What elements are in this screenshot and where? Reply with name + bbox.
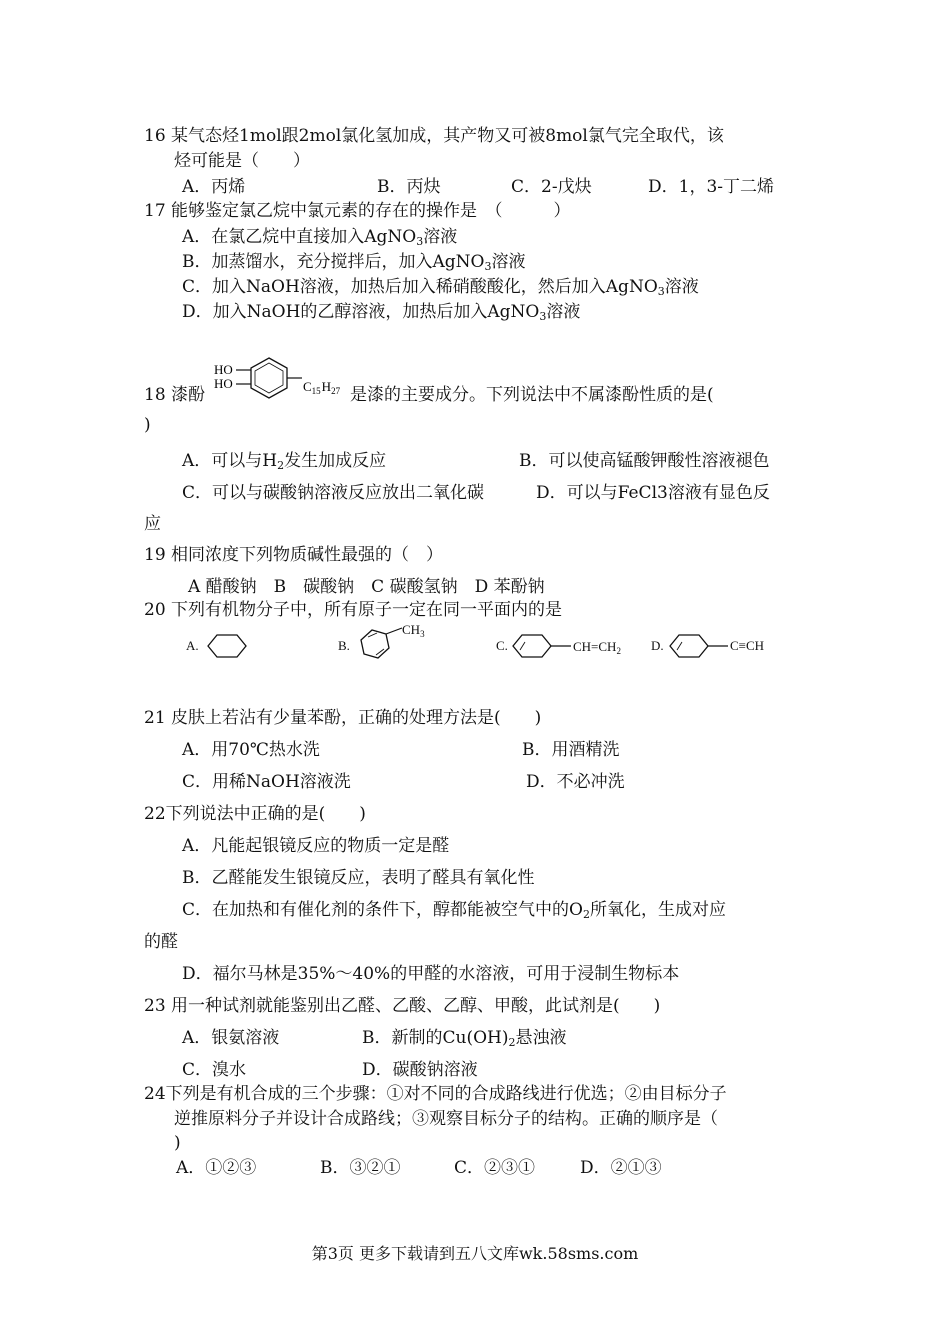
q20-label-c: C. xyxy=(496,638,508,653)
q18-option-d-cont: 应 xyxy=(144,514,161,534)
q16-option-d: D．1，3-丁二烯 xyxy=(648,177,775,197)
q24-option-d: D．②①③ xyxy=(580,1158,662,1178)
q17-option-b: B．加蒸馏水，充分搅拌后，加入AgNO$_3$溶液 xyxy=(182,252,526,273)
q23-option-c: C．溴水 xyxy=(182,1060,247,1080)
page-footer: 第3页 更多下载请到五八文库wk.58sms.com xyxy=(311,1244,639,1263)
q20-d-substituent: C≡CH xyxy=(730,638,765,653)
q18-option-b: B．可以使高锰酸钾酸性溶液褪色 xyxy=(519,451,770,471)
q20-label-d: D. xyxy=(651,638,664,653)
q16-option-c: C．2-戊炔 xyxy=(511,177,592,197)
q24-stem-close: ) xyxy=(174,1133,181,1153)
q24-stem-cont: 逆推原料分子并设计合成路线；③观察目标分子的结构。正确的顺序是（ xyxy=(174,1109,718,1129)
q16-stem-cont: 烃可能是（ ） xyxy=(174,151,310,171)
q24-stem: 24下列是有机合成的三个步骤：①对不同的合成路线进行优选；②由目标分子 xyxy=(144,1084,727,1104)
q19-stem: 19 相同浓度下列物质碱性最强的（ ） xyxy=(144,545,444,565)
q16-option-b: B．丙炔 xyxy=(377,177,441,197)
q17-option-a: A．在氯乙烷中直接加入AgNO$_3$溶液 xyxy=(182,227,458,248)
q18-stem-close: ) xyxy=(144,415,151,435)
q16-stem: 16 某气态烃1mol跟2mol氯化氢加成，其产物又可被8mol氯气完全取代，该 xyxy=(144,126,724,146)
q17-option-c: C．加入NaOH溶液，加热后加入稀硝酸酸化，然后加入AgNO$_3$溶液 xyxy=(182,277,699,298)
urushiol-structure xyxy=(212,350,352,410)
q20-label-a: A. xyxy=(186,638,199,653)
q20-label-b: B. xyxy=(338,638,350,653)
q17-option-d: D．加入NaOH的乙醇溶液，加热后加入AgNO$_3$溶液 xyxy=(182,302,581,323)
q21-option-a: A．用70℃热水洗 xyxy=(182,740,320,760)
q18-option-d: D．可以与FeCl3溶液有显色反 xyxy=(536,483,770,503)
q24-option-b: B．③②① xyxy=(320,1158,401,1178)
q18-stem-num: 18 漆酚 xyxy=(144,385,206,405)
q21-option-c: C．用稀NaOH溶液洗 xyxy=(182,772,351,792)
q23-option-d: D．碳酸钠溶液 xyxy=(362,1060,478,1080)
q22-stem: 22下列说法中正确的是( ) xyxy=(144,804,366,824)
q21-stem: 21 皮肤上若沾有少量苯酚，正确的处理方法是( ) xyxy=(144,708,542,728)
q17-stem: 17 能够鉴定氯乙烷中氯元素的存在的操作是 （ ） xyxy=(144,201,571,221)
q18-stem-tail: 是漆的主要成分。下列说法中不属漆酚性质的是( xyxy=(350,385,714,405)
q20-structures xyxy=(180,622,800,670)
q18-option-c: C．可以与碳酸钠溶液反应放出二氧化碳 xyxy=(182,483,485,503)
q22-option-a: A．凡能起银镜反应的物质一定是醛 xyxy=(182,836,450,856)
q23-option-b: B．新制的$Cu(OH)_2$悬浊液 xyxy=(362,1028,567,1049)
ho-label-2: HO xyxy=(214,376,233,391)
c15h27-label: $C_{15}H_{27}$ xyxy=(303,379,341,396)
q19-options: A 醋酸钠 B 碳酸钠 C 碳酸氢钠 D 苯酚钠 xyxy=(188,577,545,597)
q23-option-a: A．银氨溶液 xyxy=(182,1028,280,1048)
q22-option-c-cont: 的醛 xyxy=(144,932,178,952)
q24-option-c: C．②③① xyxy=(454,1158,536,1178)
q21-option-d: D．不必冲洗 xyxy=(526,772,625,792)
q22-option-c: C．在加热和有催化剂的条件下，醇都能被空气中的$O_2$所氧化，生成对应 xyxy=(182,900,726,921)
q20-b-substituent: $CH_3$ xyxy=(402,622,425,639)
q22-option-b: B．乙醛能发生银镜反应，表明了醛具有氧化性 xyxy=(182,868,535,888)
q21-option-b: B．用酒精洗 xyxy=(522,740,620,760)
q20-stem: 20 下列有机物分子中，所有原子一定在同一平面内的是 xyxy=(144,600,563,620)
q20-c-substituent: $CH=CH_2$ xyxy=(573,639,621,656)
ho-label-1: HO xyxy=(214,362,233,377)
q23-stem: 23 用一种试剂就能鉴别出乙醛、乙酸、乙醇、甲酸，此试剂是( ) xyxy=(144,996,661,1016)
q18-option-a: A．可以与$H_2$发生加成反应 xyxy=(182,451,387,472)
q16-option-a: A．丙烯 xyxy=(182,177,246,197)
q24-option-a: A．①②③ xyxy=(176,1158,257,1178)
q22-option-d: D．福尔马林是35%～40%的甲醛的水溶液，可用于浸制生物标本 xyxy=(182,964,680,984)
